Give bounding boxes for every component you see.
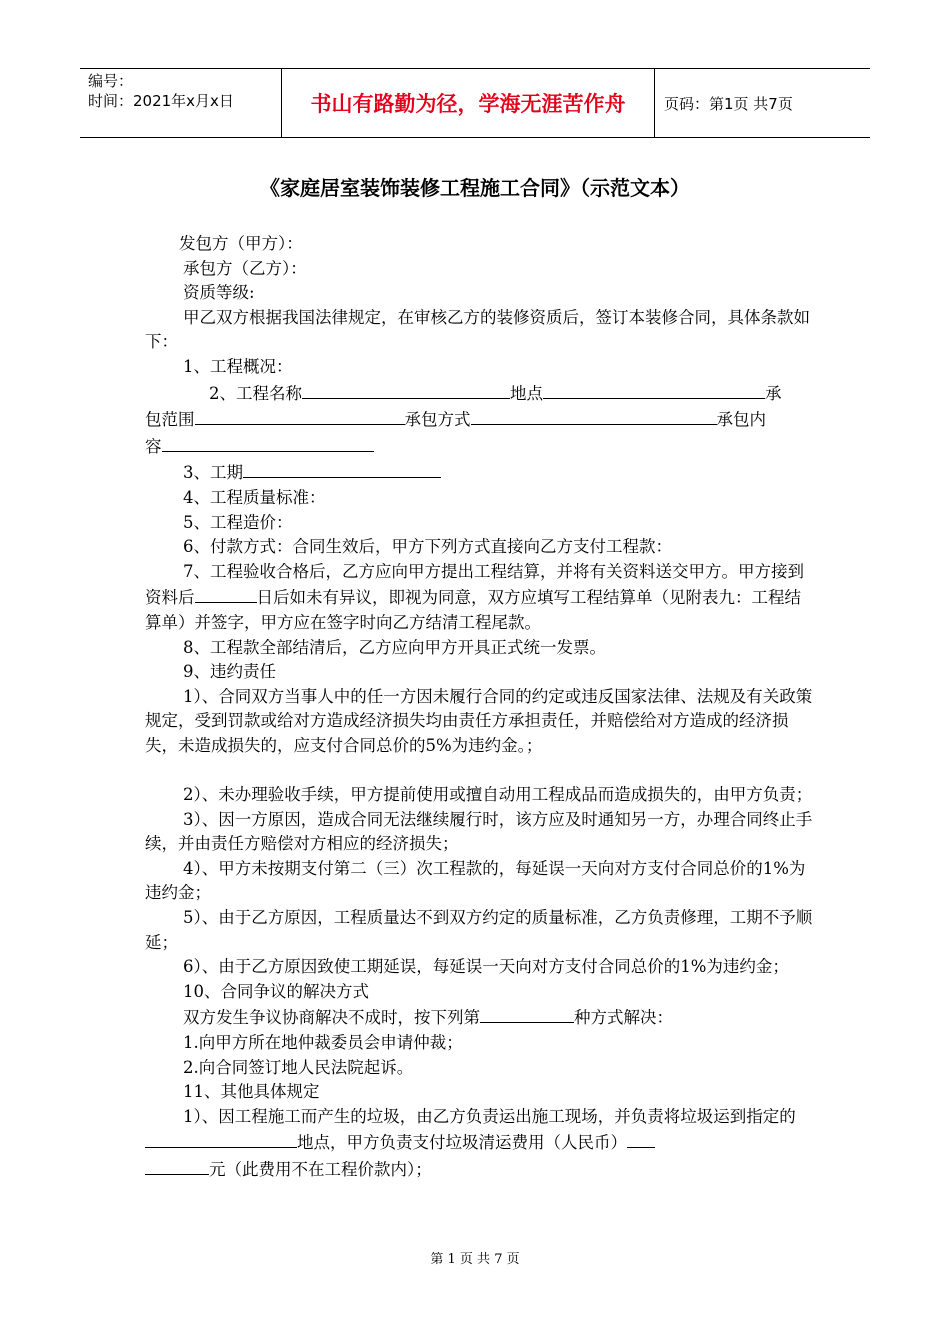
clause-10-intro xyxy=(145,1004,815,1031)
clause-10-1: 1.向甲方所在地仲裁委员会申请仲裁； xyxy=(183,1033,463,1052)
contract-body xyxy=(145,232,815,1183)
clause-1: 1、工程概况： xyxy=(183,356,293,376)
clause-11-1-text-b: 地点，甲方负责支付垃圾清运费用（人民币） xyxy=(297,1133,627,1153)
method-number-blank[interactable] xyxy=(480,1004,574,1023)
intro-paragraph: 甲乙双方根据我国法律规定，在审核乙方的装修资质后，签订本装修合同，具体条款如下： xyxy=(145,307,810,352)
clause-2-scope-b: 包范围 xyxy=(145,410,195,430)
clause-9-5: 5）、由于乙方原因，工程质量达不到双方约定的质量标准，乙方负责修理，工期不予顺延； xyxy=(145,908,813,952)
clause-2-scope-a: 承 xyxy=(765,383,782,403)
page-footer: 第 1 页 共 7 页 xyxy=(430,1252,520,1267)
clause-9: 9、违约责任 xyxy=(183,662,276,682)
header-table xyxy=(80,68,870,138)
clause-5: 5、工程造价： xyxy=(183,512,293,532)
clause-9-6: 6）、由于乙方原因致使工期延误，每延误一天向对方支付合同总价的1%为违约金； xyxy=(183,957,789,977)
project-name-blank[interactable] xyxy=(302,380,510,399)
clause-9-2: 2）、未办理验收手续，甲方提前使用或擅自动用工程成品而造成损失的，由甲方负责； xyxy=(183,785,813,805)
clause-11-1-text-c: 元（此费用不在工程价款内）； xyxy=(209,1159,432,1179)
serial-label: 编号： xyxy=(88,72,134,90)
header-divider xyxy=(281,69,282,137)
clause-7-text-b: 日后如未有异议，即视为同意，双方应填写工程结算单（见附表九：工程结算单）并签字，甲方应在签字时向乙方结清工程尾款。 xyxy=(145,588,801,632)
clause-2-method-label: 承包方式 xyxy=(404,410,471,430)
clause-3-label: 3、工期 xyxy=(183,463,243,483)
clause-4: 4、工程质量标准： xyxy=(183,487,326,507)
clause-10-intro-a: 双方发生争议协商解决不成时，按下列第 xyxy=(183,1008,480,1028)
time-label: 时间：2021年x月x日 xyxy=(88,92,234,110)
clause-10-2: 2.向合同签订地人民法院起诉。 xyxy=(183,1057,414,1077)
fee-blank-b[interactable] xyxy=(145,1156,209,1175)
content-blank[interactable] xyxy=(162,433,374,452)
clause-10: 10、合同争议的解决方式 xyxy=(183,981,369,1001)
party-a-line: 发包方（甲方）： xyxy=(179,234,303,253)
document-title: 《家庭居室装饰装修工程施工合同》（示范文本） xyxy=(260,176,690,200)
blank-line xyxy=(145,758,815,783)
clause-7-text-a: 7、工程验收合格后，乙方应向甲方提出工程结算，并将有关资料送交甲方。甲方接到资料后 xyxy=(145,561,804,608)
header-divider xyxy=(654,69,655,137)
header-page-info: 页码：第1页 共7页 xyxy=(664,94,793,113)
clause-3 xyxy=(145,459,815,486)
clause-11-1-text-a: 1）、因工程施工而产生的垃圾，由乙方负责运出施工现场，并负责将垃圾运到指定的 xyxy=(183,1106,796,1126)
clause-2-content-b: 容 xyxy=(145,436,162,456)
scope-blank[interactable] xyxy=(195,406,405,425)
duration-blank[interactable] xyxy=(243,459,441,478)
header-motto: 书山有路勤为径，学海无涯苦作舟 xyxy=(310,92,626,116)
clause-2-location-label: 地点 xyxy=(510,383,543,403)
qualification-line: 资质等级: xyxy=(183,283,255,303)
garbage-location-blank[interactable] xyxy=(145,1129,297,1148)
clause-10-intro-b: 种方式解决： xyxy=(574,1008,673,1028)
clause-2-content-a: 承包内 xyxy=(716,410,766,430)
clause-2-name-label: 2、工程名称 xyxy=(209,383,302,403)
location-blank[interactable] xyxy=(543,380,765,399)
clause-7 xyxy=(145,560,815,636)
clause-9-1: 1）、合同双方当事人中的任一方因未履行合同的约定或违反国家法律、法规及有关政策规定，受到罚款或给对方造成经济损失均由责任方承担责任，并赔偿给对方造成的经济损失，未造成损失的，应支付合同总价的5%为违约金。； xyxy=(145,686,813,755)
clause-9-3: 3）、因一方原因，造成合同无法继续履行时，该方应及时通知另一方，办理合同终止手续，并由责任方赔偿对方相应的经济损失； xyxy=(145,809,813,854)
clause-6: 6、付款方式：合同生效后，甲方下列方式直接向乙方支付工程款： xyxy=(183,537,672,557)
method-blank[interactable] xyxy=(471,406,717,425)
clause-8: 8、工程款全部结清后，乙方应向甲方开具正式统一发票。 xyxy=(183,637,606,657)
days-blank[interactable] xyxy=(195,584,257,603)
clause-2 xyxy=(145,380,815,460)
clause-11: 11、其他具体规定 xyxy=(183,1082,320,1102)
header-meta xyxy=(88,71,280,111)
fee-blank-a[interactable] xyxy=(627,1129,655,1148)
clause-11-1 xyxy=(145,1105,815,1183)
clause-9-4: 4）、甲方未按期支付第二（三）次工程款的，每延误一天向对方支付合同总价的1%为违约金； xyxy=(145,858,806,903)
party-b-line: 承包方（乙方）： xyxy=(183,258,307,278)
